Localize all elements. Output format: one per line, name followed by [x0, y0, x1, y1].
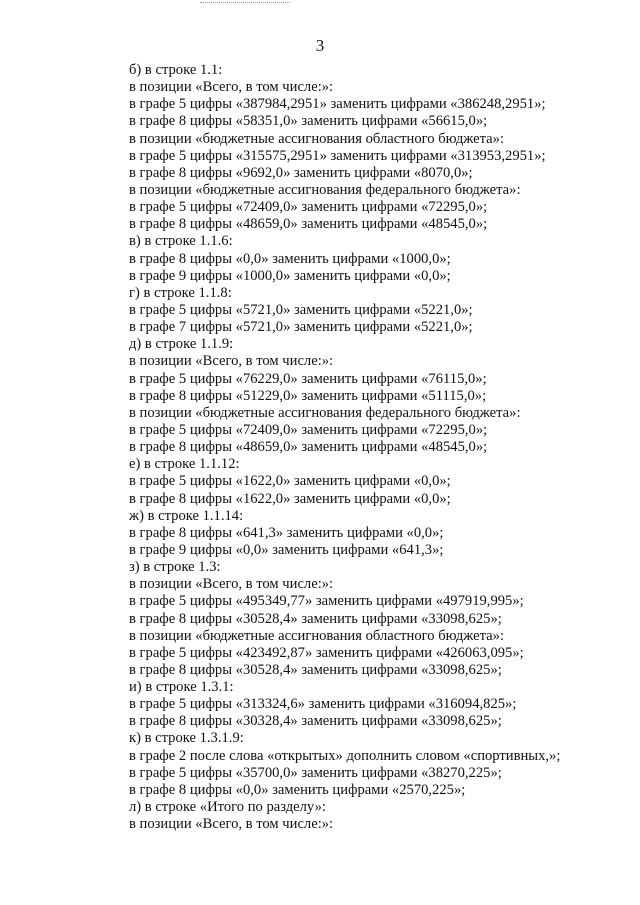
text-line: в позиции «Всего, в том числе:»: [129, 79, 334, 96]
text-line: в графе 8 цифры «48659,0» заменить цифрами «48545,0»; [129, 216, 488, 233]
text-line: л) в строке «Итого по разделу»: [129, 799, 326, 816]
text-line: в графе 9 цифры «1000,0» заменить цифрами «0,0»; [129, 267, 451, 284]
text-line: в позиции «Всего, в том числе:»: [129, 816, 334, 833]
text-line: в графе 5 цифры «315575,2951» заменить цифрами «313953,2951»; [129, 147, 546, 164]
text-line: в позиции «Всего, в том числе:»: [129, 353, 334, 370]
text-line: в графе 8 цифры «641,3» заменить цифрами «0,0»; [129, 524, 444, 541]
text-line: в графе 5 цифры «495349,77» заменить цифрами «497919,995»; [129, 593, 524, 610]
text-line: в графе 5 цифры «387984,2951» заменить цифрами «386248,2951»; [129, 96, 546, 113]
text-line: в графе 8 цифры «9692,0» заменить цифрами «8070,0»; [129, 164, 473, 181]
text-line: в графе 5 цифры «72409,0» заменить цифрами «72295,0»; [129, 199, 488, 216]
text-line: в графе 5 цифры «5721,0» заменить цифрами «5221,0»; [129, 301, 473, 318]
text-line: в) в строке 1.1.6: [129, 233, 233, 250]
text-line: в графе 8 цифры «0,0» заменить цифрами «2570,225»; [129, 781, 466, 798]
text-line: в графе 5 цифры «313324,6» заменить цифрами «316094,825»; [129, 696, 517, 713]
text-line: в графе 8 цифры «30528,4» заменить цифрами «33098,625»; [129, 610, 502, 627]
text-line: ж) в строке 1.1.14: [129, 507, 244, 524]
page-number: 3 [315, 36, 325, 55]
text-line: и) в строке 1.3.1: [129, 679, 234, 696]
text-line: б) в строке 1.1: [129, 62, 223, 78]
document-body [129, 62, 599, 833]
text-line: в графе 5 цифры «35700,0» заменить цифрами «38270,225»; [129, 764, 502, 781]
text-line: в графе 8 цифры «1622,0» заменить цифрами «0,0»; [129, 490, 451, 507]
text-line: в графе 5 цифры «1622,0» заменить цифрами «0,0»; [129, 473, 451, 490]
text-line: в позиции «бюджетные ассигнования областного бюджета»: [129, 130, 504, 147]
text-line: в графе 8 цифры «48659,0» заменить цифрами «48545,0»; [129, 439, 488, 456]
text-line: в графе 8 цифры «30328,4» заменить цифрами «33098,625»; [129, 713, 502, 730]
text-line: в графе 7 цифры «5721,0» заменить цифрами «5221,0»; [129, 319, 473, 336]
text-line: д) в строке 1.1.9: [129, 336, 234, 353]
text-line: в графе 9 цифры «0,0» заменить цифрами «641,3»; [129, 541, 444, 558]
text-line: г) в строке 1.1.8: [129, 284, 232, 301]
text-line: в позиции «бюджетные ассигнования федерального бюджета»: [129, 404, 521, 421]
text-line: в графе 8 цифры «58351,0» заменить цифрами «56615,0»; [129, 113, 488, 130]
text-line: в позиции «бюджетные ассигнования федерального бюджета»: [129, 181, 521, 198]
text-line: в графе 5 цифры «72409,0» заменить цифрами «72295,0»; [129, 421, 488, 438]
text-line: в позиции «бюджетные ассигнования областного бюджета»: [129, 627, 504, 644]
scan-artifact [200, 2, 290, 6]
text-line: в графе 8 цифры «51229,0» заменить цифрами «51115,0»; [129, 387, 487, 404]
text-line: в позиции «Всего, в том числе:»: [129, 576, 334, 593]
text-line: з) в строке 1.3: [129, 559, 221, 576]
text-line: в графе 8 цифры «0,0» заменить цифрами «1000,0»; [129, 250, 451, 267]
text-line: к) в строке 1.3.1.9: [129, 730, 244, 747]
text-line: в графе 5 цифры «423492,87» заменить цифрами «426063,095»; [129, 644, 524, 661]
text-line: в графе 8 цифры «30528,4» заменить цифрами «33098,625»; [129, 661, 502, 678]
text-line: в графе 2 после слова «открытых» дополнить словом «спортивных,»; [129, 747, 561, 764]
text-line: е) в строке 1.1.12: [129, 456, 240, 473]
text-line: в графе 5 цифры «76229,0» заменить цифрами «76115,0»; [129, 370, 487, 387]
